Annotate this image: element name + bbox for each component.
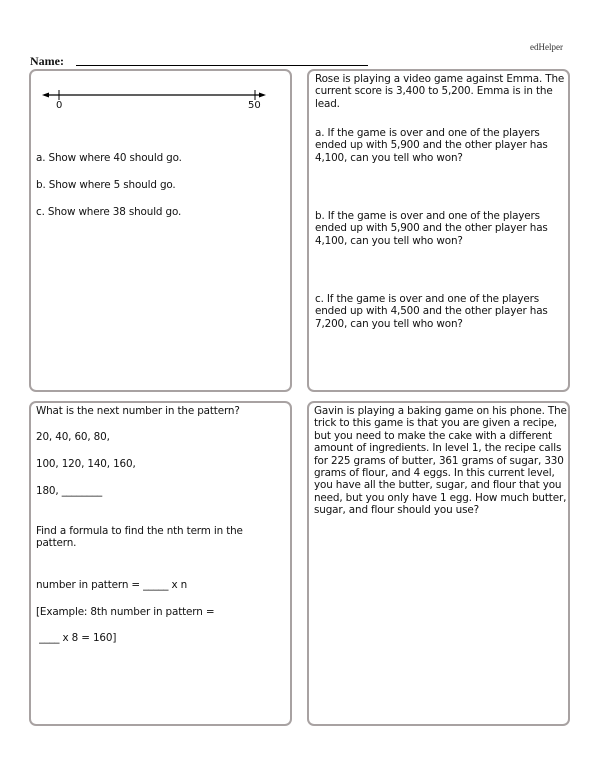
problem-box-pattern [29,401,292,726]
problem-box-baking-game [307,401,570,726]
question-b: b. Show where 5 should go. [36,179,176,191]
baking-problem-text: Gavin is playing a baking game on his phone. The trick to this game is that you are given a recipe, but you need to make the cake with a different amount of ingredients. In level 1, the recipe calls for 225 grams of butter, 361 grams of sugar, 330 grams of flour, and 4 eggs. In this current level, you have all the butter, sugar, and flour that you need, but you only have 1 egg. How much butter, sugar, and flour should you use? [314,405,567,517]
question-b: b. If the game is over and one of the players ended up with 5,900 and the other player has 4,100, can you tell who won? [315,210,548,247]
intro-text: Rose is playing a video game against Emma. The current score is 3,400 to 5,200. Emma is in the lead. [315,73,565,110]
pattern-line-1: 20, 40, 60, 80, [36,431,110,443]
formula-line: number in pattern = _____ x n [36,579,188,591]
example-line-1: [Example: 8th number in pattern = [36,606,215,618]
name-label: Name: [30,54,64,68]
tick-label-end: 50 [248,100,261,111]
question-c: c. If the game is over and one of the players ended up with 4,500 and the other player has 7,200, can you tell who won? [315,293,548,330]
number-line[interactable] [39,86,269,116]
tick-label-start: 0 [56,100,63,111]
number-line-graphic [39,86,269,116]
example-line-2: ____ x 8 = 160] [36,632,117,644]
right-arrow-icon [259,93,266,98]
pattern-line-3: 180, ________ [36,485,103,497]
question-a: a. Show where 40 should go. [36,152,182,164]
problem-box-video-game [307,69,570,392]
question-c: c. Show where 38 should go. [36,206,182,218]
question-a: a. If the game is over and one of the players ended up with 5,900 and the other player has 4,100, can you tell who won? [315,127,548,164]
name-input-line[interactable] [76,65,368,66]
formula-prompt: Find a formula to find the nth term in the pattern. [36,525,243,550]
problem-box-number-line [29,69,292,392]
left-arrow-icon [42,93,49,98]
brand-label: edHelper [530,42,563,52]
pattern-line-2: 100, 120, 140, 160, [36,458,136,470]
pattern-question: What is the next number in the pattern? [36,405,240,417]
